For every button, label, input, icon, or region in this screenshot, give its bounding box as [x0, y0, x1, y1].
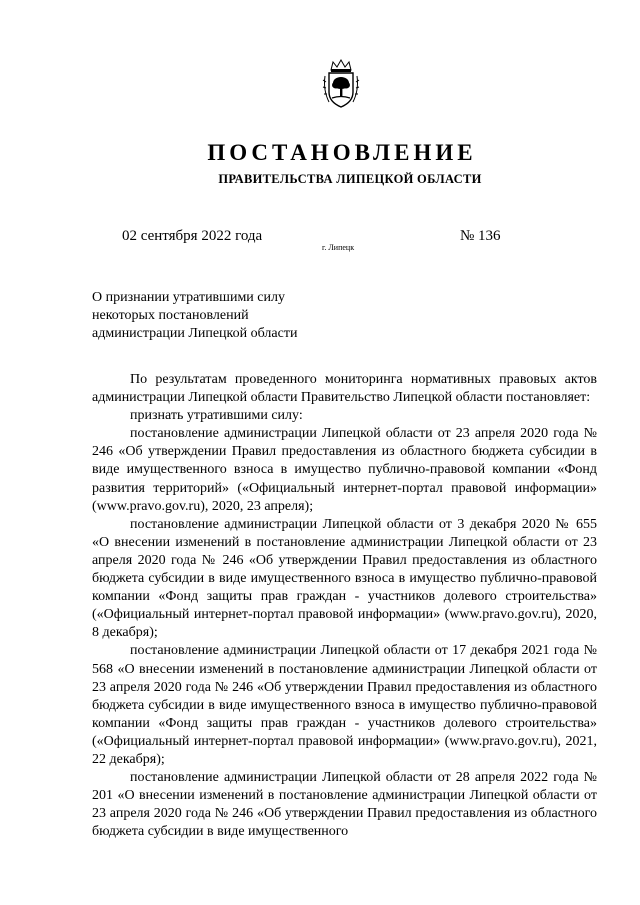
coat-of-arms-icon — [321, 58, 361, 110]
subject-line: О признании утратившими силу — [92, 290, 285, 305]
body-paragraph: признать утратившими силу: — [130, 408, 303, 424]
body-paragraph: постановление администрации Липецкой области от 28 апреля 2022 года № 201 «О внесении изменений в постановление администрации Липецкой области от 23 апреля 2020 года № 246 «Об утверждении Правил предоставления из областного бюджета субсидии в виде имущественного — [92, 770, 597, 840]
body-paragraph: По результатам проведенного мониторинга нормативных правовых актов администрации Липецкой области Правительство Липецкой области постановляет: — [92, 372, 597, 406]
body-paragraph: постановление администрации Липецкой области от 3 декабря 2020 № 655 «О внесении изменений в постановление администрации Липецкой области от 23 апреля 2020 года № 246 «Об утверждении Правил предоставления из областного бюджета субсидии в виде имущественного взноса в имущество публично-правовой компании «Фонд защиты прав граждан - участников долевого строительства» («Официальный интернет-портал правовой информации» (www.pravo.gov.ru), 2020, 8 декабря); — [92, 516, 597, 641]
body-paragraph: постановление администрации Липецкой области от 23 апреля 2020 года № 246 «Об утверждении Правил предоставления из областного бюджета субсидии в виде имущественного взноса в имущество публично-правовой компании «Фонд развития территорий» («Официальный интернет-портал правовой информации» (www.pravo.gov.ru), 2020, 23 апреля); — [92, 426, 597, 514]
subject-line: администрации Липецкой области — [92, 326, 298, 341]
document-number: № 136 — [460, 228, 501, 244]
document-date: 02 сентября 2022 года — [122, 228, 263, 244]
issuing-authority: ПРАВИТЕЛЬСТВА ЛИПЕЦКОЙ ОБЛАСТИ — [218, 172, 482, 186]
document-subject — [92, 289, 352, 343]
body-paragraph: постановление администрации Липецкой области от 17 декабря 2021 года № 568 «О внесении изменений в постановление администрации Липецкой области от 23 апреля 2020 года № 246 «Об утверждении Правил предоставления из областного бюджета субсидии в виде имущественного взноса в имущество публично-правовой компании «Фонд защиты прав граждан - участников долевого строительства» («Официальный интернет-портал правовой информации» (www.pravo.gov.ru), 2021, 22 декабря); — [92, 643, 597, 767]
document-city: г. Липецк — [322, 243, 355, 252]
subject-line: некоторых постановлений — [92, 308, 249, 323]
document-title: ПОСТАНОВЛЕНИЕ — [207, 140, 477, 165]
document-body — [92, 371, 597, 841]
